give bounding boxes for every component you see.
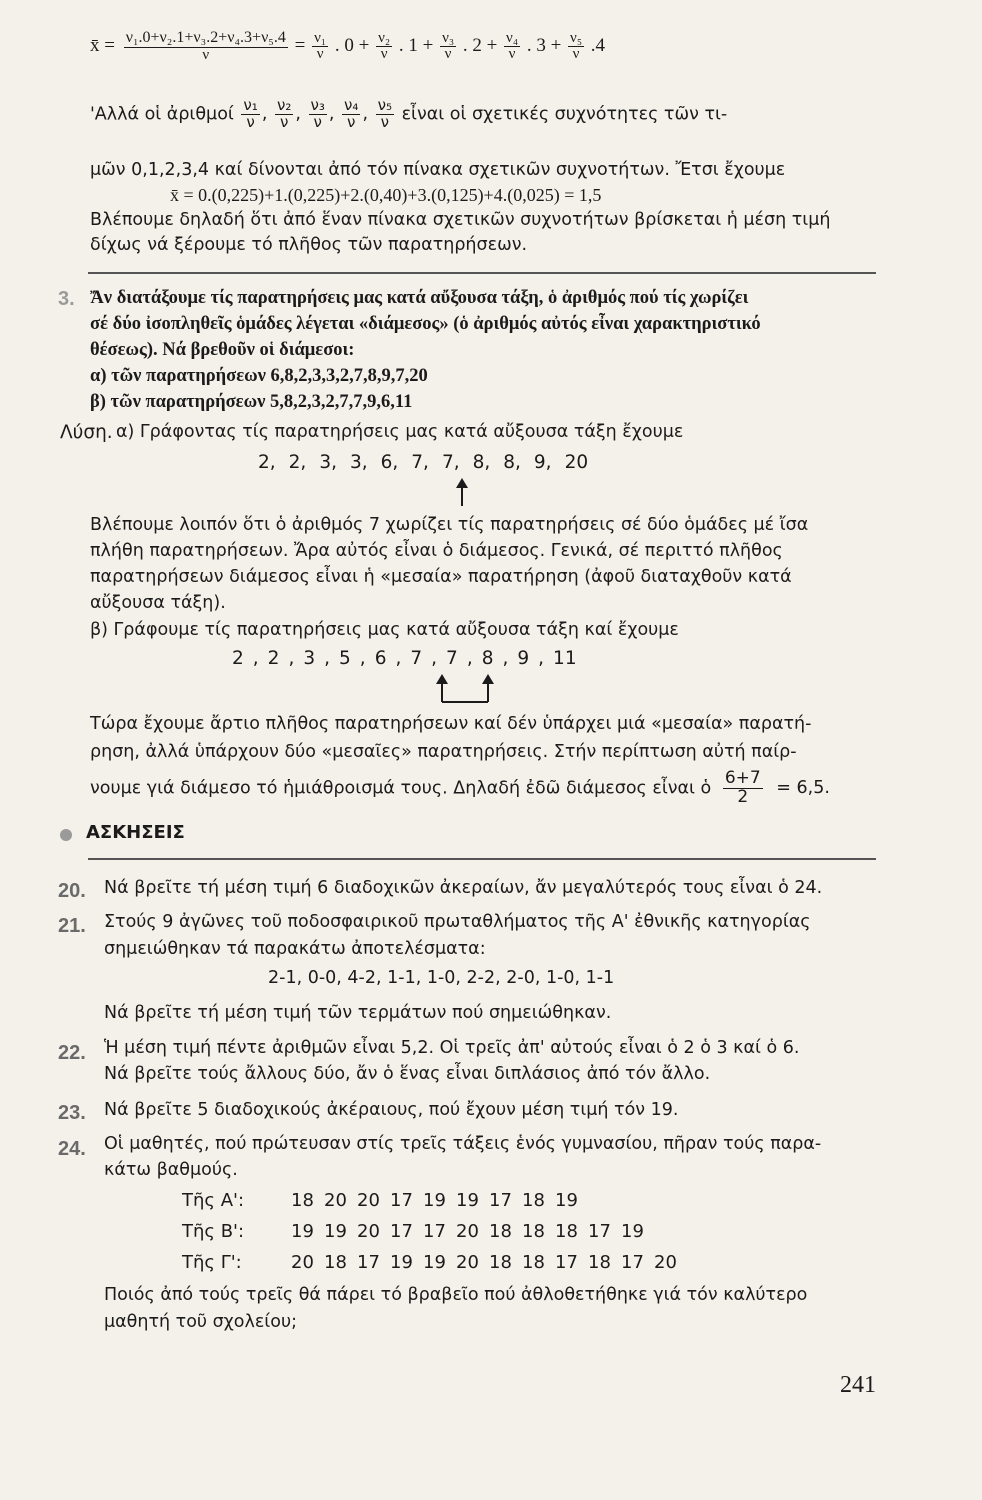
formula-term-tail: .4 <box>586 35 606 57</box>
relative-frequency-fraction-num: ν₄ <box>344 96 359 114</box>
grades-row <box>178 1216 682 1247</box>
fraction-separator: , <box>261 104 273 125</box>
grade-value: 18 <box>489 1221 512 1242</box>
grade-value: 18 <box>291 1190 314 1211</box>
sequence-value: , <box>288 648 295 669</box>
exercise-21-scores: 2-1, 0-0, 4-2, 1-1, 1-0, 2-2, 2-0, 1-0, 1-1 <box>268 968 615 988</box>
solution-p1: Βλέπουμε λοιπόν ὅτι ὁ ἀριθμός 7 χωρίζει τίς παρατηρήσεις σέ δύο ὁμάδες μέ ἴσα <box>90 515 809 535</box>
sequence-value: 7, <box>411 452 429 473</box>
exercise-24-line-3: Ποιός ἀπό τούς τρεῖς θά πάρει τό βραβεῖο πού ἀθλοθετήθηκε γιά τόν καλύτερο <box>104 1285 808 1305</box>
relative-frequency-fraction-den: ν <box>246 112 255 131</box>
formula-term-fraction-den: ν <box>316 46 324 63</box>
grade-value: 17 <box>555 1252 578 1273</box>
sequence-value: 2 <box>232 648 244 669</box>
sequence-a <box>258 452 601 473</box>
grade-value: 18 <box>555 1221 578 1242</box>
solution-b-text: β) Γράφουμε τίς παρατηρήσεις μας κατά αὔξουσα τάξη καί ἔχουμε <box>90 620 679 640</box>
solution-p4: αὔξουσα τάξη). <box>90 593 226 613</box>
relative-frequency-fraction <box>275 98 293 131</box>
median-fraction <box>723 770 763 807</box>
relative-frequency-fraction <box>309 98 327 131</box>
grade-value: 19 <box>423 1252 446 1273</box>
relative-frequency-fraction <box>342 98 360 131</box>
formula-term-fraction-num: ν₅ <box>570 29 583 46</box>
solution-q1: Τώρα ἔχουμε ἄρτιο πλῆθος παρατηρήσεων καί δέν ὑπάρχει μιά «μεσαία» παρατή- <box>90 714 812 734</box>
relative-frequency-fraction-num: ν₁ <box>243 96 258 114</box>
problem-3-number: 3. <box>58 288 75 310</box>
grade-value: 19 <box>423 1190 446 1211</box>
formula-denominator: ν <box>202 46 210 63</box>
median-denominator: 2 <box>737 786 749 807</box>
sequence-value: 3, <box>319 452 337 473</box>
intro-calc: x̄ = 0.(0,225)+1.(0,225)+2.(0,40)+3.(0,125)+4.(0,025) = 1,5 <box>170 185 602 205</box>
exercise-23-number: 23. <box>58 1102 86 1124</box>
intro-line-2: μῶν 0,1,2,3,4 καί δίνονται ἀπό τόν πίνακα σχετικῶν συχνοτήτων. Ἔτσι ἔχουμε <box>90 160 786 180</box>
sequence-value: 6 <box>374 648 387 669</box>
grade-value: 18 <box>588 1252 611 1273</box>
relative-frequency-fraction-den: ν <box>279 112 289 131</box>
formula-term-fraction <box>568 31 584 64</box>
exercise-22-line-1: Ἡ μέση τιμή πέντε ἀριθμῶν εἶναι 5,2. Οἱ τρεῖς ἀπ' αὐτούς εἶναι ὁ 2 ὁ 3 καί ὁ 6. <box>104 1038 800 1058</box>
grade-value: 18 <box>522 1221 545 1242</box>
intro-line-1 <box>90 98 727 131</box>
sequence-value: , <box>395 648 402 669</box>
solution-p3: παρατηρήσεων διάμεσος εἶναι ἡ «μεσαία» παρατήρηση (ἀφοῦ διαταχθοῦν κατά <box>90 567 792 587</box>
relative-frequency-fraction-num: ν₂ <box>276 96 292 114</box>
sequence-value: 2, <box>258 452 276 473</box>
exercise-23-text: Νά βρεῖτε 5 διαδοχικούς ἀκέραιους, πού ἔχουν μέση τιμή τόν 19. <box>104 1100 679 1120</box>
grade-value: 18 <box>324 1252 347 1273</box>
sequence-b <box>232 648 586 669</box>
formula-lhs: x̄ = <box>90 35 115 57</box>
sequence-value: 9, <box>533 452 552 473</box>
exercise-20-text: Νά βρεῖτε τή μέση τιμή 6 διαδοχικῶν ἀκεραίων, ἄν μεγαλύτερός τους εἶναι ὁ 24. <box>104 878 823 898</box>
sequence-value: 9 <box>517 648 530 669</box>
sequence-value: , <box>359 648 366 669</box>
fraction-separator: , <box>328 104 341 125</box>
formula-main-fraction <box>124 30 288 64</box>
formula-term-fraction-num: ν₃ <box>442 29 455 46</box>
grades-row <box>178 1185 682 1216</box>
exercise-20-number: 20. <box>58 880 86 902</box>
exercise-24-line-2: κάτω βαθμούς. <box>104 1160 238 1180</box>
grade-value: 20 <box>291 1252 314 1273</box>
relative-frequency-fraction-num: ν₃ <box>310 96 325 114</box>
intro-line-4: Βλέπουμε δηλαδή ὅτι ἀπό ἕναν πίνακα σχετικῶν συχνοτήτων βρίσκεται ἡ μέση τιμή <box>90 210 831 230</box>
sequence-value: 2, <box>288 452 307 473</box>
problem-3-line-1: Ἄν διατάξουμε τίς παρατηρήσεις μας κατά αὔξουσα τάξη, ὁ ἀριθμός πού τίς χωρίζει <box>90 288 749 308</box>
exercise-21-line-3: Νά βρεῖτε τή μέση τιμή τῶν τερμάτων πού σημειώθηκαν. <box>104 1003 612 1023</box>
problem-3-a: α) τῶν παρατηρήσεων 6,8,2,3,3,2,7,8,9,7,20 <box>90 366 428 386</box>
grade-value: 19 <box>555 1190 578 1211</box>
formula-term-fraction <box>440 31 456 64</box>
sequence-value: , <box>324 648 331 669</box>
exercises-bullet-icon <box>60 829 72 841</box>
relative-frequency-fraction-den: ν <box>380 112 389 131</box>
sequence-value: 2 <box>267 648 280 669</box>
grade-value: 17 <box>621 1252 644 1273</box>
grade-value: 20 <box>357 1221 380 1242</box>
grade-value: 20 <box>456 1221 479 1242</box>
formula-term-fraction <box>504 31 520 64</box>
relative-frequency-fraction <box>376 98 394 131</box>
grade-value: 17 <box>588 1221 611 1242</box>
exercise-24-number: 24. <box>58 1138 86 1160</box>
grade-value: 20 <box>357 1190 380 1211</box>
formula-term-tail: . 2 + <box>458 35 503 57</box>
grade-value: 20 <box>456 1252 479 1273</box>
relative-frequency-fraction-den: ν <box>313 112 322 131</box>
grade-value: 17 <box>423 1221 446 1242</box>
sequence-value: 3 <box>303 648 316 669</box>
sequence-value: , <box>252 648 259 669</box>
grade-value: 17 <box>390 1221 413 1242</box>
relative-frequency-fraction-den: ν <box>347 112 356 131</box>
median-result: = 6,5. <box>776 778 830 799</box>
sequence-value: 11 <box>553 648 577 669</box>
sequence-value: 6, <box>380 452 399 473</box>
grade-value: 18 <box>489 1252 512 1273</box>
relative-frequency-fraction <box>241 98 259 131</box>
formula-term-tail: . 3 + <box>522 35 567 57</box>
formula-term-fraction-den: ν <box>572 46 580 63</box>
grades-row-label: Τῆς Β': <box>182 1221 245 1242</box>
grade-value: 20 <box>324 1190 347 1211</box>
exercise-22-number: 22. <box>58 1042 86 1064</box>
solution-q2: ρηση, ἀλλά ὑπάρχουν δύο «μεσαῖες» παρατηρήσεις. Στήν περίπτωση αὐτή παίρ- <box>90 742 797 762</box>
formula-eq: = <box>294 35 306 57</box>
fraction-separator: , <box>295 104 307 125</box>
sequence-value: 8, <box>472 452 491 473</box>
exercises-heading: ΑΣΚΗΣΕΙΣ <box>86 822 185 843</box>
grades-row-label: Τῆς Γ': <box>182 1252 242 1273</box>
sequence-value: 7, <box>441 452 460 473</box>
formula-term-tail: . 1 + <box>394 35 439 57</box>
exercise-21-line-1: Στούς 9 ἀγῶνες τοῦ ποδοσφαιρικοῦ πρωταθλήματος τῆς Α' ἐθνικῆς κατηγορίας <box>104 912 811 932</box>
problem-3-line-3: θέσεως). Νά βρεθοῦν οἱ διάμεσοι: <box>90 340 355 360</box>
intro-line-5: δίχως νά ξέρουμε τό πλῆθος τῶν παρατηρήσεων. <box>90 235 528 255</box>
median-numerator: 6+7 <box>724 768 761 788</box>
fraction-separator: , <box>362 104 374 125</box>
sequence-value: , <box>502 648 509 669</box>
intro-suffix: εἶναι οἱ σχετικές συχνότητες τῶν τι- <box>401 104 728 125</box>
sequence-value: 8 <box>481 648 494 669</box>
problem-3-b: β) τῶν παρατηρήσεων 5,8,2,3,2,7,7,9,6,11 <box>90 392 413 412</box>
sequence-value: 8, <box>503 452 521 473</box>
grades-table <box>178 1185 682 1278</box>
formula-term-fraction-num: ν₂ <box>378 29 391 46</box>
median-arrow-a <box>452 478 472 508</box>
grade-value: 20 <box>654 1252 677 1273</box>
sequence-value: 3, <box>349 452 368 473</box>
formula-term-fraction <box>376 31 392 64</box>
solution-q3 <box>90 770 830 807</box>
intro-prefix: 'Αλλά οἱ ἀριθμοί <box>90 104 234 125</box>
grade-value: 17 <box>357 1252 380 1273</box>
solution-q3-text: νουμε γιά διάμεσο τό ἡμιάθροισμά τους. Δηλαδή ἐδῶ διάμεσος εἶναι ὁ <box>90 778 712 799</box>
problem-3-line-2: σέ δύο ἰσοπληθεῖς ὁμάδες λέγεται «διάμεσος» (ὁ ἀριθμός αὐτός εἶναι χαρακτηριστικό <box>90 314 761 334</box>
formula-numerator: ν₁.0+ν₂.1+ν₃.2+ν₄.3+ν₅.4 <box>125 29 286 46</box>
formula-term-tail: . 0 + <box>330 35 375 57</box>
grade-value: 19 <box>291 1221 314 1242</box>
sequence-value: 7 <box>446 648 458 669</box>
grade-value: 19 <box>390 1252 413 1273</box>
grade-value: 17 <box>390 1190 413 1211</box>
mean-formula <box>90 30 605 64</box>
page-number: 241 <box>840 1372 876 1398</box>
sequence-value: , <box>538 648 545 669</box>
exercise-22-line-2: Νά βρεῖτε τούς ἄλλους δύο, ἄν ὁ ἕνας εἶναι διπλάσιος ἀπό τόν ἄλλο. <box>104 1064 711 1084</box>
solution-p2: πλήθη παρατηρήσεων. Ἄρα αὐτός εἶναι ὁ διάμεσος. Γενικά, σέ περιττό πλῆθος <box>90 541 783 561</box>
sequence-value: , <box>466 648 473 669</box>
solution-a-text: α) Γράφοντας τίς παρατηρήσεις μας κατά αὔξουσα τάξη ἔχουμε <box>116 422 684 442</box>
grades-row <box>178 1247 682 1278</box>
formula-term-fraction-den: ν <box>508 46 516 63</box>
grades-row-label: Τῆς Α': <box>182 1190 245 1211</box>
grade-value: 19 <box>324 1221 347 1242</box>
median-arrows-b <box>430 674 500 706</box>
grade-value: 17 <box>489 1190 512 1211</box>
intro-fractions <box>239 96 396 131</box>
exercise-21-number: 21. <box>58 915 86 937</box>
exercise-21-line-2: σημειώθηκαν τά παρακάτω ἀποτελέσματα: <box>104 939 486 959</box>
divider-1 <box>88 272 876 274</box>
sequence-value: 7 <box>410 648 423 669</box>
formula-term-fraction-num: ν₄ <box>506 29 519 46</box>
solution-label: Λύση. <box>60 422 113 443</box>
exercise-24-line-1: Οἱ μαθητές, πού πρώτευσαν στίς τρεῖς τάξεις ἑνός γυμνασίου, πῆραν τούς παρα- <box>104 1134 822 1154</box>
sequence-value: 20 <box>564 452 589 473</box>
formula-term-fraction-num: ν₁ <box>314 29 327 46</box>
relative-frequency-fraction-num: ν₅ <box>377 96 392 114</box>
grade-value: 19 <box>621 1221 644 1242</box>
sequence-value: 5 <box>339 648 351 669</box>
formula-terms <box>310 29 606 63</box>
formula-term-fraction <box>312 31 328 64</box>
exercise-24-line-4: μαθητή τοῦ σχολείου; <box>104 1312 297 1332</box>
divider-2 <box>88 858 876 860</box>
sequence-value: , <box>431 648 438 669</box>
formula-term-fraction-den: ν <box>380 46 388 63</box>
formula-term-fraction-den: ν <box>444 46 452 63</box>
grade-value: 18 <box>522 1252 545 1273</box>
grade-value: 18 <box>522 1190 545 1211</box>
grade-value: 19 <box>456 1190 479 1211</box>
